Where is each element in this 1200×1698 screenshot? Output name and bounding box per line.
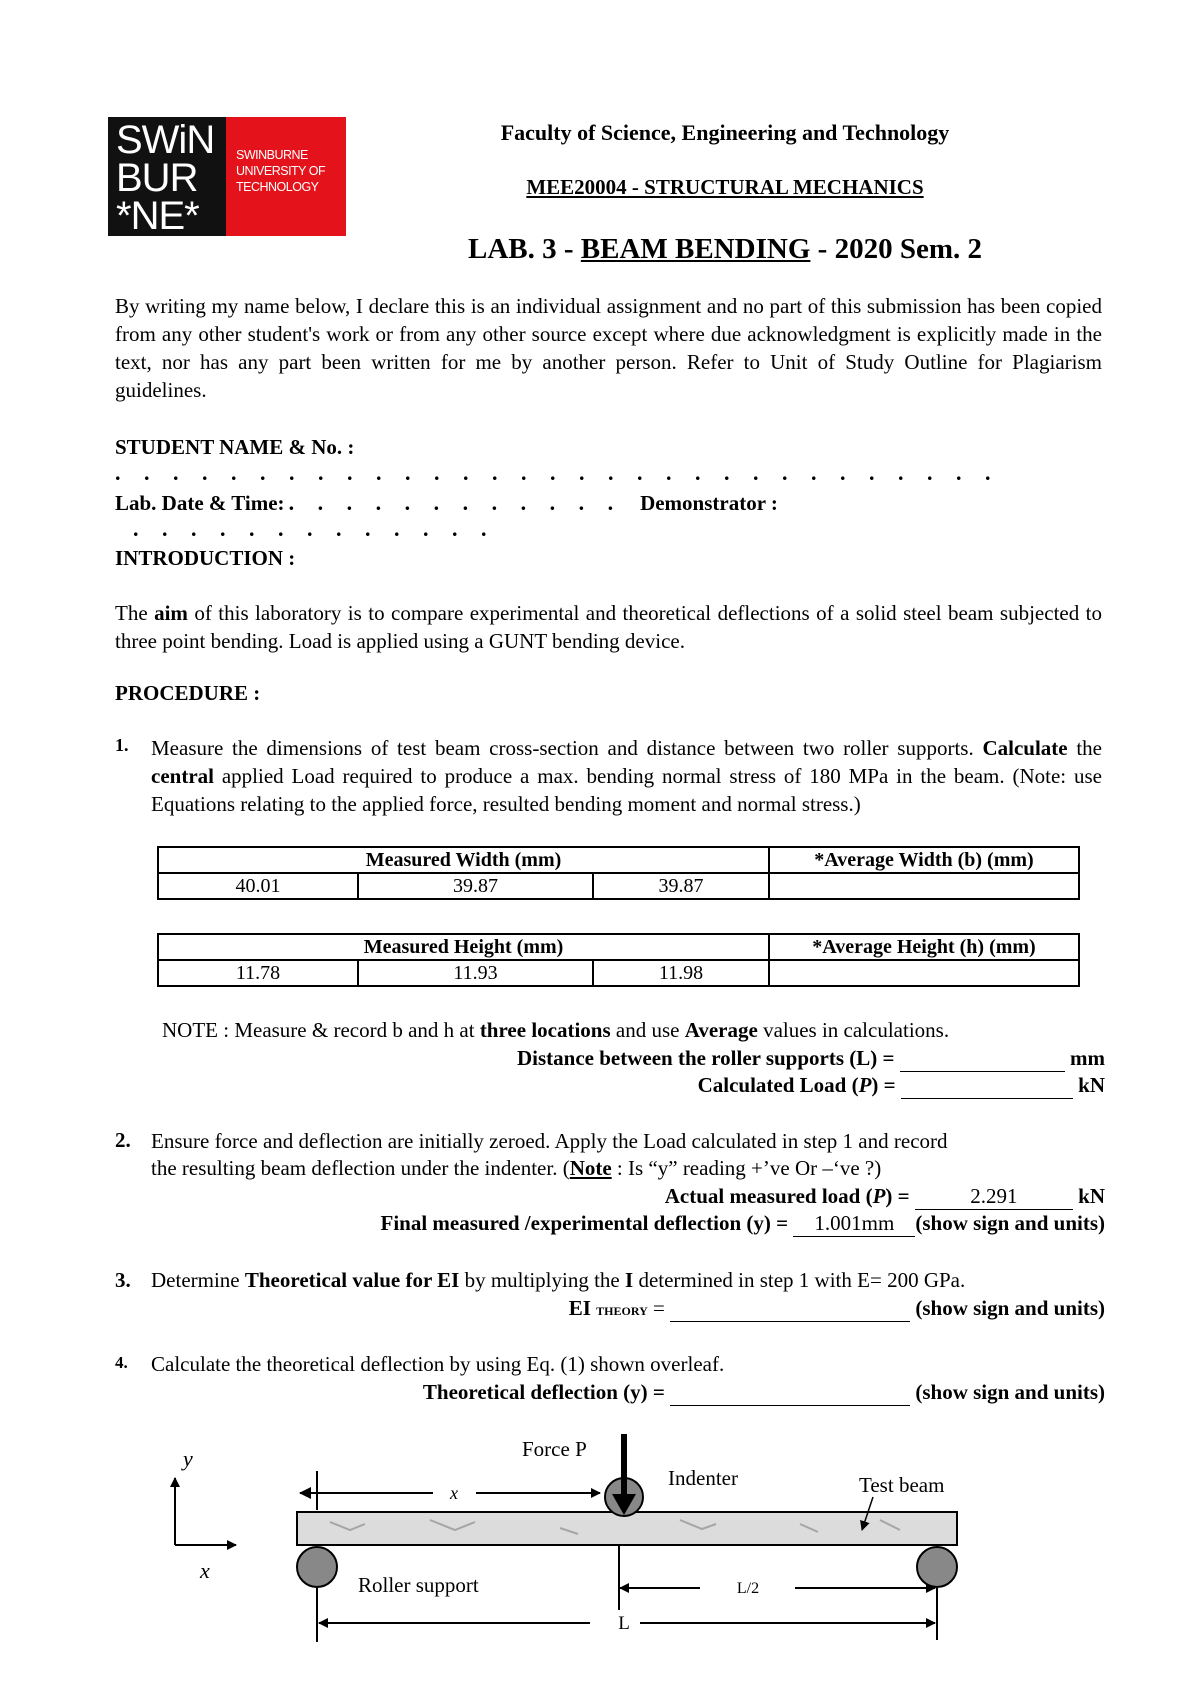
step-4-text: Calculate the theoretical deflection by using Eq. (1) shown overleaf. bbox=[151, 1352, 725, 1376]
logo-line-3: *NE* bbox=[116, 194, 199, 238]
ei-theory-row bbox=[300, 1296, 1105, 1322]
actual-load-label-post: ) = bbox=[885, 1184, 910, 1208]
introduction-paragraph bbox=[115, 599, 1102, 655]
final-deflection-unit: (show sign and units) bbox=[915, 1211, 1105, 1235]
ei-label: EI bbox=[568, 1296, 591, 1320]
avg-height-header: *Average Height (h) (mm) bbox=[769, 934, 1079, 960]
note-average: Average bbox=[684, 1018, 758, 1042]
width-value-3: 39.87 bbox=[593, 873, 769, 899]
step-3-mid: by multiplying the bbox=[459, 1268, 625, 1292]
student-name-row bbox=[115, 435, 1105, 486]
avg-width-header: *Average Width (b) (mm) bbox=[769, 847, 1079, 873]
logo-line-2: BUR bbox=[116, 156, 198, 200]
calculated-load-blank[interactable] bbox=[901, 1073, 1073, 1099]
demonstrator-label: Demonstrator : bbox=[640, 491, 778, 515]
height-table-header bbox=[158, 934, 1079, 960]
final-deflection-label: Final measured /experimental deflection (y) = bbox=[380, 1211, 789, 1235]
lab-topic: BEAM BENDING bbox=[580, 233, 811, 265]
demonstrator-field[interactable]: . . . . . . . . . . . . . bbox=[133, 516, 496, 541]
actual-load-row bbox=[300, 1184, 1105, 1210]
lab-date-field[interactable]: . . . . . . . . . . . . bbox=[288, 490, 623, 515]
load-label-var: P bbox=[858, 1073, 872, 1097]
distance-row bbox=[300, 1046, 1105, 1072]
height-table bbox=[157, 933, 1080, 987]
note-post: values in calculations. bbox=[757, 1018, 950, 1042]
width-header: Measured Width (mm) bbox=[158, 847, 769, 873]
lab-prefix: LAB. 3 - bbox=[468, 233, 581, 265]
declaration-paragraph: By writing my name below, I declare this is an individual assignment and no part of this submission has been copied from any other student's work or from any other source except where due acknowledgment is explicitly made in the text, nor has any part been written for me by another person. Refer to Unit of Study Outline for Plagiarism guidelines. bbox=[115, 294, 1102, 402]
unit-title: MEE20004 - STRUCTURAL MECHANICS bbox=[526, 175, 924, 199]
half-span-label: L/2 bbox=[736, 1580, 760, 1597]
left-roller-support bbox=[297, 1547, 337, 1587]
step-3-text bbox=[151, 1268, 965, 1293]
load-unit: kN bbox=[1078, 1073, 1105, 1097]
width-value-1: 40.01 bbox=[158, 873, 358, 899]
step-1-the: the bbox=[1067, 736, 1103, 760]
avg-width-value[interactable] bbox=[769, 873, 1079, 899]
logo-line-1: SWiN bbox=[116, 118, 215, 162]
intro-text-pre: The bbox=[115, 601, 155, 625]
step-1-number: 1. bbox=[115, 735, 129, 755]
step-2-line2-pre: the resulting beam deflection under the indenter. ( bbox=[151, 1156, 570, 1180]
actual-load-unit: kN bbox=[1078, 1184, 1105, 1208]
step-2-number: 2. bbox=[115, 1128, 131, 1152]
university-logo bbox=[108, 117, 346, 236]
step-3-pre: Determine bbox=[151, 1268, 245, 1292]
logo-name-1: SWINBURNE bbox=[236, 148, 308, 162]
lab-date-label: Lab. Date & Time: bbox=[115, 491, 285, 515]
faculty-title: Faculty of Science, Engineering and Technology bbox=[500, 120, 950, 145]
logo-name-2: UNIVERSITY OF bbox=[236, 164, 326, 178]
logo-name-block bbox=[226, 117, 346, 236]
ei-equals: = bbox=[653, 1296, 665, 1320]
theoretical-deflection-blank[interactable] bbox=[670, 1380, 910, 1406]
actual-load-var: P bbox=[872, 1184, 886, 1208]
height-value-3: 11.98 bbox=[593, 960, 769, 986]
test-beam-label: Test beam bbox=[859, 1473, 945, 1497]
intro-text-post: of this laboratory is to compare experimental and theoretical deflections of a solid steel beam subjected to three point bending. Load is applied using a GUNT bending device. bbox=[115, 601, 1102, 653]
step-1-rest: applied Load required to produce a max. bending normal stress of 180 MPa in the beam. (Note: use Equations relating to the applied force, resulted bending moment and normal stress.) bbox=[151, 764, 1102, 816]
final-deflection-row bbox=[200, 1211, 1105, 1237]
intro-aim: aim bbox=[154, 601, 188, 625]
calculated-load-row bbox=[300, 1073, 1105, 1099]
y-axis-label: y bbox=[183, 1446, 193, 1471]
indenter-label: Indenter bbox=[668, 1466, 738, 1490]
note-three-locations: three locations bbox=[479, 1018, 611, 1042]
step-4-number: 4. bbox=[115, 1353, 128, 1372]
height-table-row bbox=[158, 960, 1079, 986]
coordinate-axes bbox=[175, 1446, 236, 1583]
theoretical-deflection-unit: (show sign and units) bbox=[915, 1380, 1105, 1404]
ei-subscript: THEORY bbox=[596, 1304, 648, 1318]
step-2-line2 bbox=[151, 1156, 881, 1181]
measurement-note bbox=[162, 1018, 949, 1043]
step-2-line2-post: : Is “y” reading +’ve Or –‘ve ?) bbox=[611, 1156, 882, 1180]
height-header: Measured Height (mm) bbox=[158, 934, 769, 960]
ei-unit: (show sign and units) bbox=[915, 1296, 1105, 1320]
introduction-heading: INTRODUCTION : bbox=[115, 546, 296, 570]
procedure-heading: PROCEDURE : bbox=[115, 681, 261, 705]
distance-blank[interactable] bbox=[900, 1046, 1065, 1072]
step-2-note: Note bbox=[569, 1156, 612, 1180]
three-point-bending-diagram bbox=[0, 1420, 1200, 1698]
height-value-2: 11.93 bbox=[358, 960, 593, 986]
note-pre: NOTE : Measure & record b and h at bbox=[162, 1018, 480, 1042]
lab-suffix: - 2020 Sem. 2 bbox=[810, 233, 982, 265]
lab-title bbox=[380, 233, 1070, 266]
step-1-text bbox=[151, 734, 1102, 818]
load-label-post: ) = bbox=[871, 1073, 896, 1097]
logo-name-3: TECHNOLOGY bbox=[236, 180, 319, 194]
step-1-line1: Measure the dimensions of test beam cross-section and distance between two roller supports. bbox=[151, 736, 974, 760]
step-3-i-bold: I bbox=[625, 1268, 634, 1292]
step-3-post: determined in step 1 with E= 200 GPa. bbox=[633, 1268, 966, 1292]
width-table bbox=[157, 846, 1080, 900]
note-mid: and use bbox=[610, 1018, 685, 1042]
step-1-central: central bbox=[151, 764, 214, 788]
width-value-2: 39.87 bbox=[358, 873, 593, 899]
student-name-label: STUDENT NAME & No. : bbox=[115, 435, 355, 459]
lab-date-row bbox=[115, 490, 1105, 542]
distance-label: Distance between the roller supports (L) = bbox=[517, 1046, 895, 1070]
width-table-header bbox=[158, 847, 1079, 873]
step-2-line1: Ensure force and deflection are initially zeroed. Apply the Load calculated in step 1 and record bbox=[151, 1129, 948, 1153]
width-table-row bbox=[158, 873, 1079, 899]
force-label: Force P bbox=[522, 1437, 587, 1461]
ei-theory-blank[interactable] bbox=[670, 1296, 910, 1322]
student-name-field[interactable]: . . . . . . . . . . . . . . . . . . . . . . . . . . . . . . . bbox=[115, 460, 1000, 485]
actual-load-value[interactable]: 2.291 bbox=[915, 1184, 1073, 1210]
x-axis-label: x bbox=[200, 1558, 210, 1583]
test-beam bbox=[297, 1512, 957, 1545]
theoretical-deflection-label: Theoretical deflection (y) = bbox=[422, 1380, 665, 1404]
final-deflection-value[interactable]: 1.001mm bbox=[793, 1211, 915, 1237]
theoretical-deflection-row bbox=[300, 1380, 1105, 1406]
load-label-pre: Calculated Load ( bbox=[697, 1073, 859, 1097]
actual-load-label-pre: Actual measured load ( bbox=[664, 1184, 873, 1208]
span-label: L bbox=[618, 1613, 630, 1634]
logo-wordmark-block bbox=[108, 117, 226, 236]
step-3-ei-bold: Theoretical value for EI bbox=[244, 1268, 460, 1292]
x-dimension-label: x bbox=[450, 1483, 458, 1503]
roller-support-label: Roller support bbox=[358, 1573, 479, 1597]
right-roller-support bbox=[917, 1547, 957, 1587]
step-1-calculate: Calculate bbox=[982, 736, 1068, 760]
distance-unit: mm bbox=[1070, 1046, 1105, 1070]
avg-height-value[interactable] bbox=[769, 960, 1079, 986]
step-3-number: 3. bbox=[115, 1268, 131, 1292]
height-value-1: 11.78 bbox=[158, 960, 358, 986]
